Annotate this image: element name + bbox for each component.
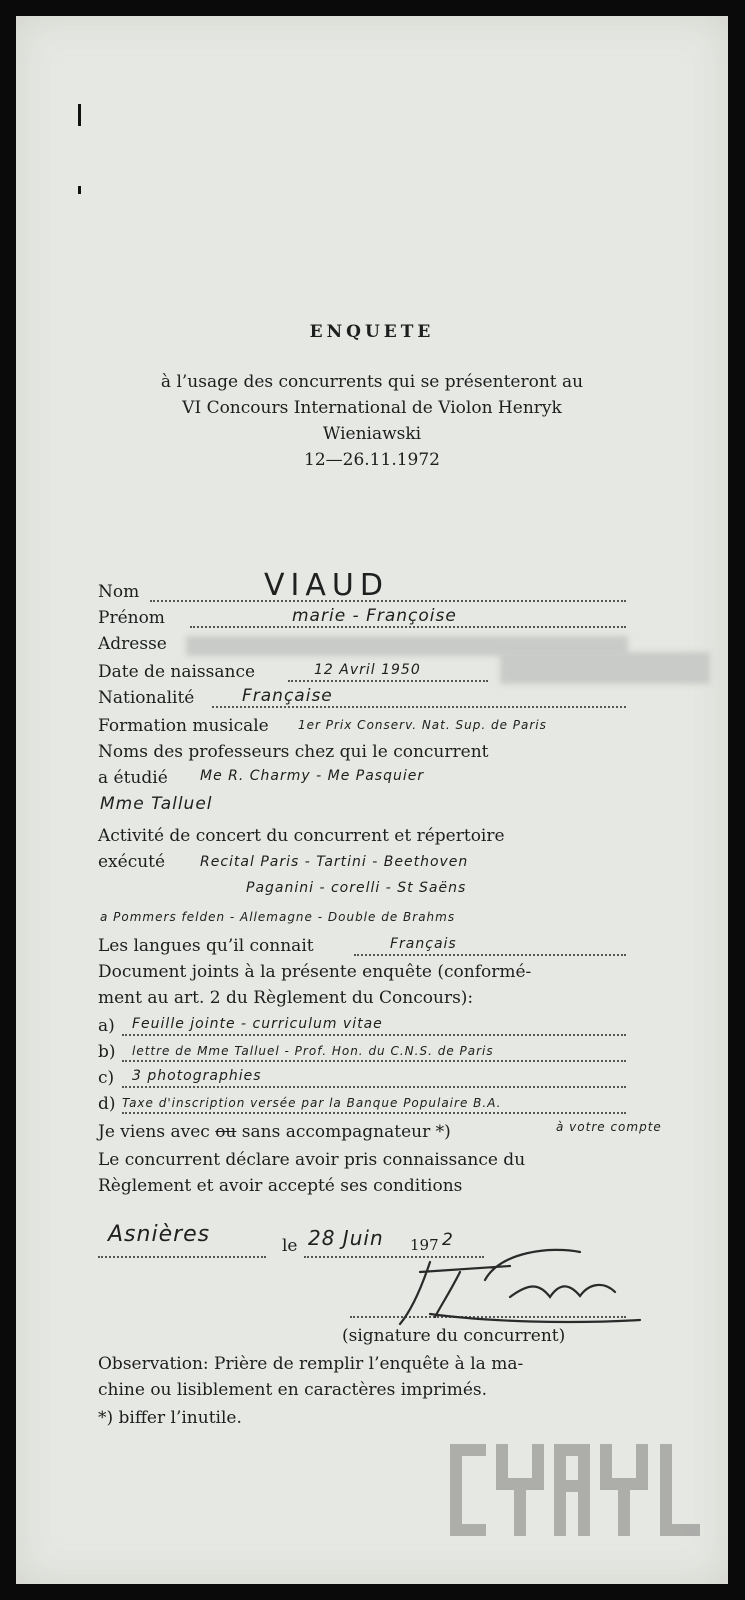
label-activite-cont: exécuté [98,852,166,872]
signature-scribble [390,1242,650,1328]
value-prenom: marie - Françoise [292,606,457,626]
dotted-line [122,1060,626,1062]
value-date-naissance: 12 Avril 1950 [314,662,421,678]
form-title: ENQUETE [309,322,435,342]
dotted-line [354,954,626,956]
dotted-line [122,1112,626,1114]
observation-line: chine ou lisiblement en caractères imprimés. [98,1380,488,1400]
value-langues: Français [390,936,457,952]
value-doc-c: 3 photographies [132,1068,262,1084]
label-documents-cont: ment au art. 2 du Règlement du Concours): [98,988,474,1008]
label-year-prefix: 197 [410,1236,439,1254]
declaration-line: Règlement et avoir accepté ses conditions [98,1176,463,1196]
label-accomp: Je viens avec [98,1122,210,1142]
value-nom: VIAUD [264,568,389,603]
dotted-line [122,1034,626,1036]
dotted-line [190,626,626,628]
intro-line: Wieniawski [322,424,422,444]
label-prenom: Prénom [98,608,165,628]
footnote: *) biffer l’inutile. [98,1408,242,1428]
archive-watermark-logo [450,1440,710,1540]
dotted-line [288,680,488,682]
label-professeurs-cont: a étudié [98,768,168,788]
signature-label: (signature du concurrent) [342,1326,566,1346]
punch-mark [78,104,81,126]
label-date-naissance: Date de naissance [98,662,256,682]
value-professeurs-cont: Mme Talluel [100,794,213,814]
intro-line: à l’usage des concurrents qui se présenteront au [160,372,584,392]
label-professeurs: Noms des professeurs chez qui le concurrent [98,742,489,762]
label-doc-a: a) [98,1016,115,1036]
dotted-line [212,706,626,708]
intro-line: VI Concours International de Violon Henryk [182,398,562,418]
value-formation: 1er Prix Conserv. Nat. Sup. de Paris [298,718,547,732]
value-doc-d: Taxe d'inscription versée par la Banque Populaire B.A. [122,1096,502,1110]
dotted-line [98,1256,266,1258]
value-activite: Paganini - corelli - St Saëns [246,880,467,896]
label-doc-d: d) [98,1094,116,1114]
label-accomp-cont: accompagnateur *) [285,1122,451,1142]
value-activite: a Pommers felden - Allemagne - Double de Brahms [100,910,456,924]
value-doc-b: lettre de Mme Talluel - Prof. Hon. du C.N.S. de Paris [132,1044,494,1058]
label-accomp-ou: ou [215,1122,237,1142]
label-doc-c: c) [98,1068,115,1088]
accompagnateur-line [98,1122,451,1142]
label-activite: Activité de concert du concurrent et répertoire [98,826,505,846]
value-accomp: à votre compte [556,1120,662,1134]
label-langues: Les langues qu’il connait [98,936,314,956]
label-formation: Formation musicale [98,716,269,736]
label-nom: Nom [98,582,140,602]
value-doc-a: Feuille jointe - curriculum vitae [132,1016,383,1032]
value-professeurs: Me R. Charmy - Me Pasquier [200,768,425,784]
label-nationalite: Nationalité [98,688,195,708]
form-sheet [16,16,728,1584]
label-le: le [282,1236,298,1256]
label-doc-b: b) [98,1042,116,1062]
label-accomp-sans: sans [241,1122,281,1142]
redacted-birthplace [500,652,710,684]
value-activite: Recital Paris - Tartini - Beethoven [200,854,469,870]
punch-mark [78,186,81,194]
observation-line: Observation: Prière de remplir l’enquête à la ma- [98,1354,524,1374]
competition-dates: 12—26.11.1972 [304,450,440,470]
value-lieu: Asnières [108,1222,211,1247]
dotted-line [122,1086,626,1088]
label-documents: Document joints à la présente enquête (conformé- [98,962,532,982]
value-year-suffix: 2 [442,1230,454,1250]
label-adresse: Adresse [98,634,167,654]
value-nationalite: Française [242,686,333,706]
value-date: 28 Juin [308,1226,384,1250]
declaration-line: Le concurrent déclare avoir pris connaissance du [98,1150,526,1170]
